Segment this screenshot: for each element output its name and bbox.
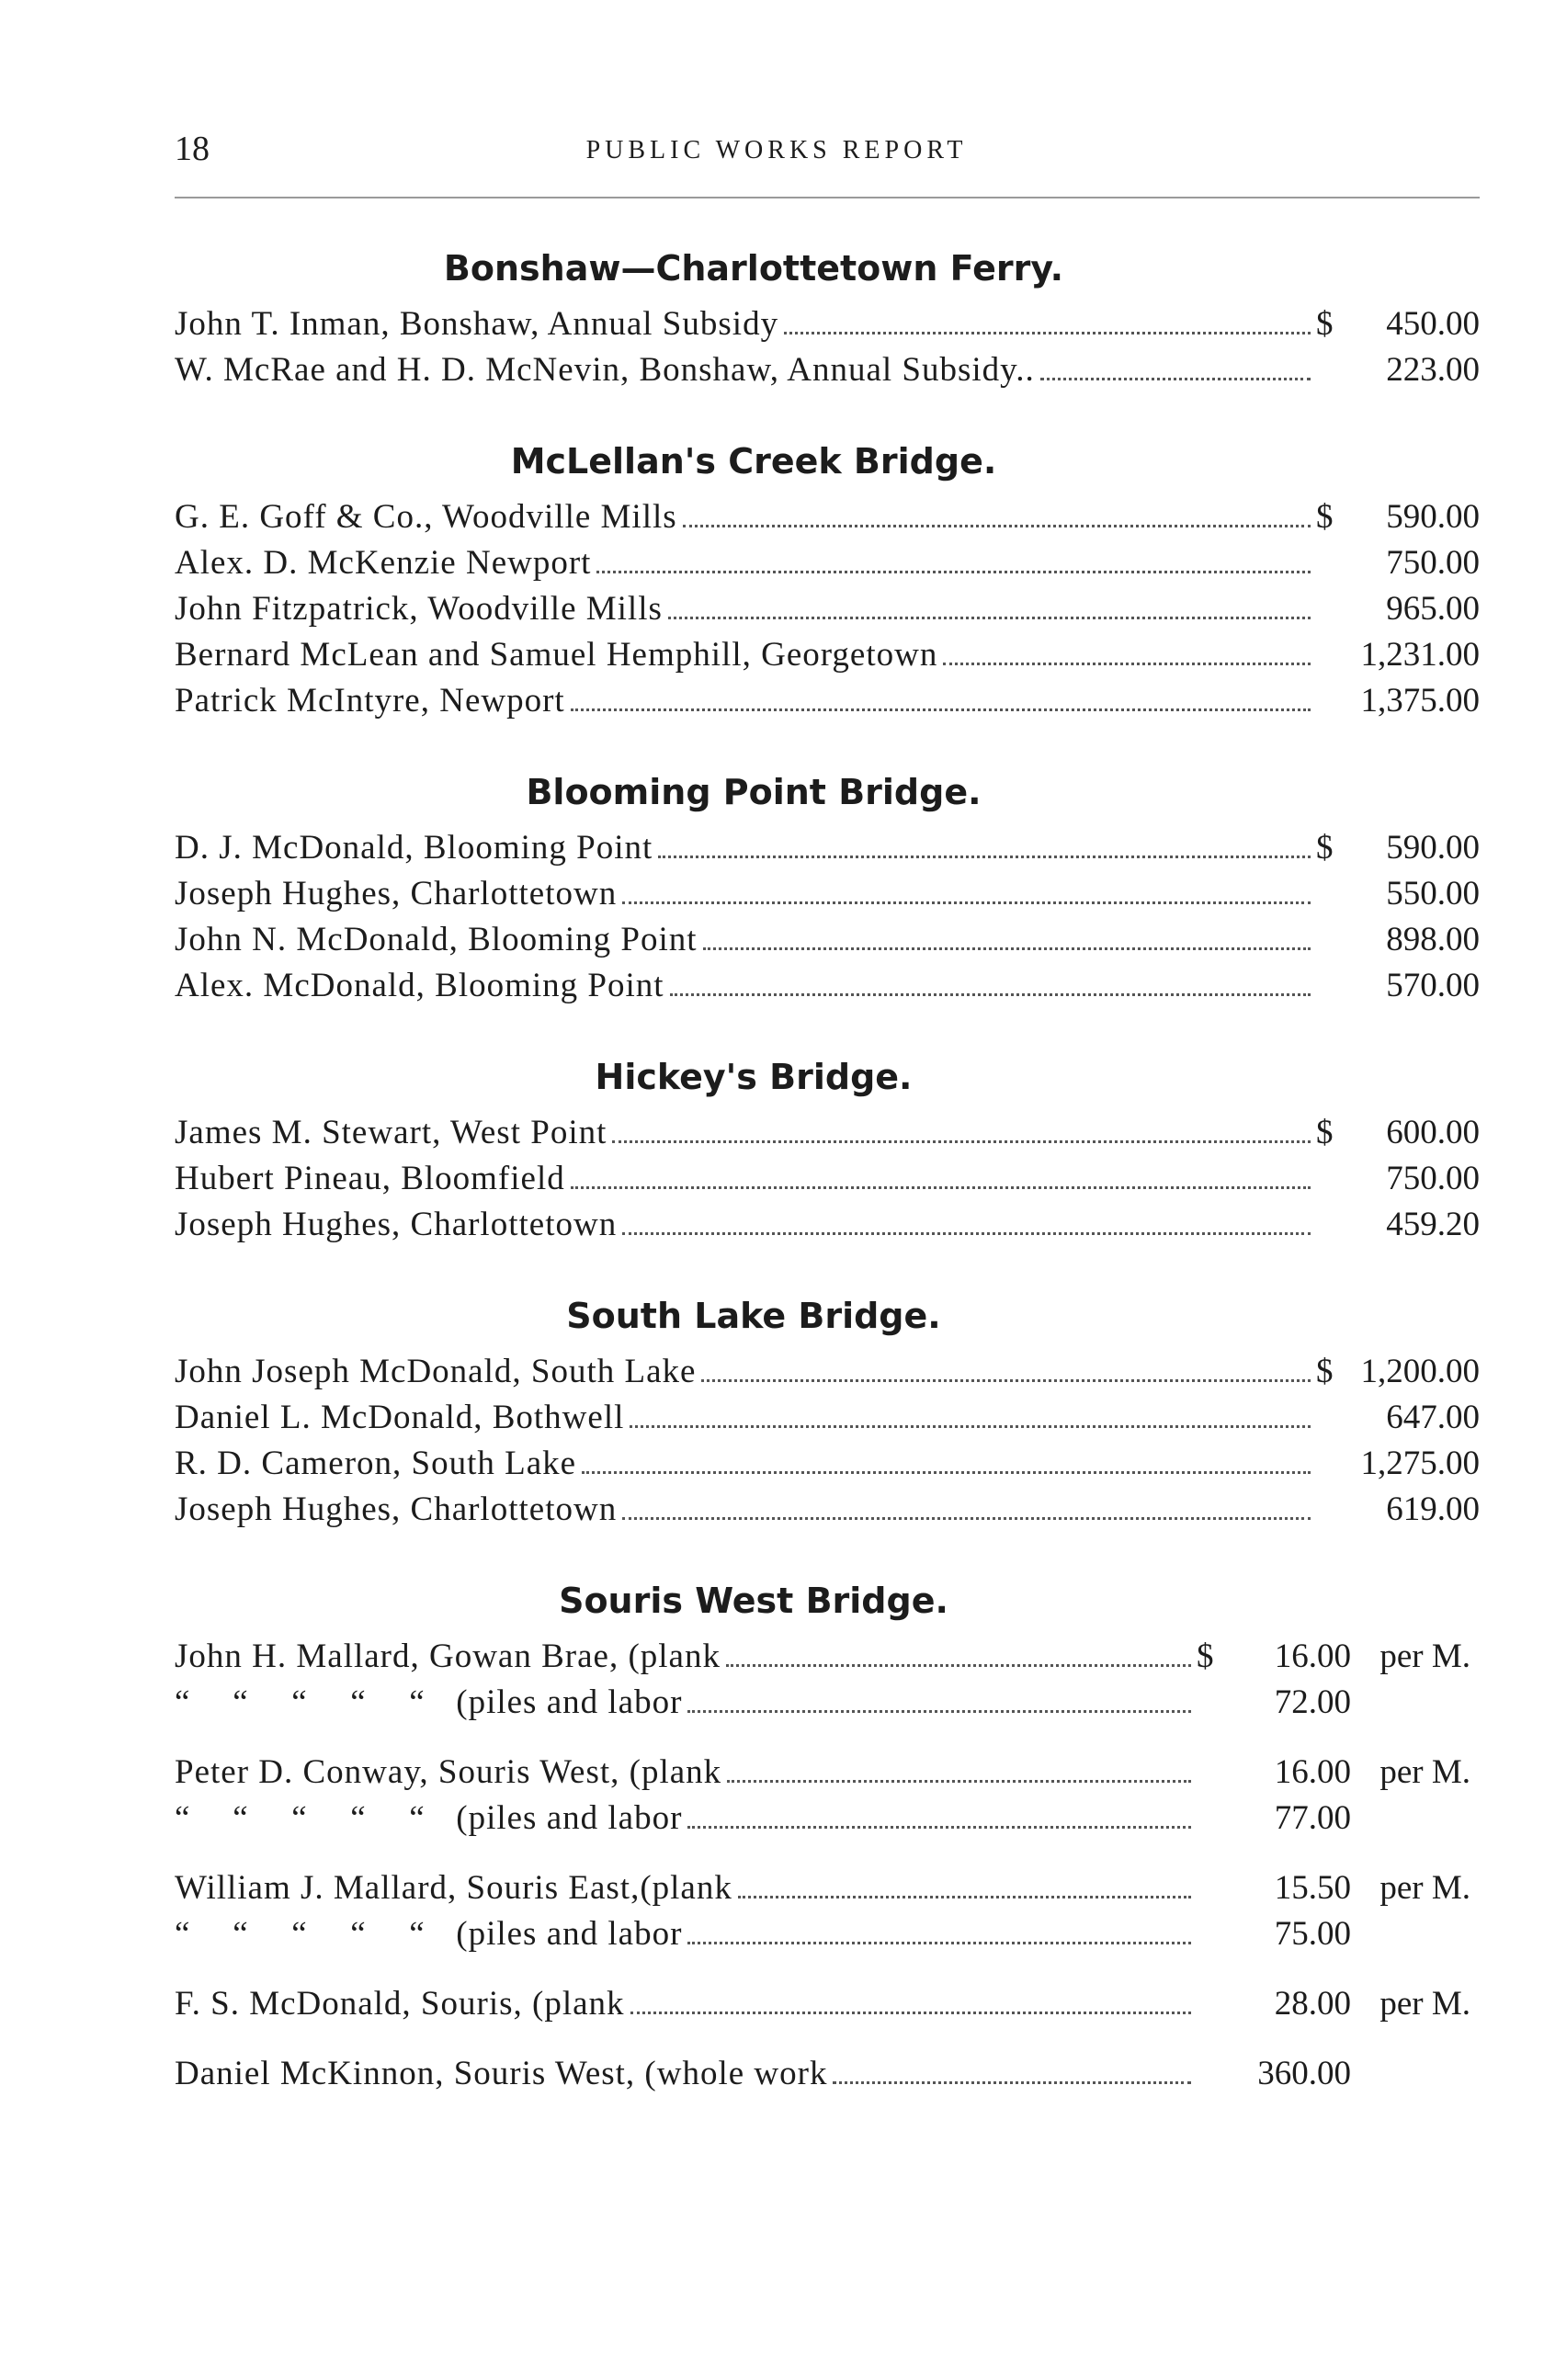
entry-description bbox=[175, 1680, 1222, 1726]
leader-dots bbox=[668, 617, 1311, 619]
leader-dots bbox=[701, 1379, 1311, 1382]
entry-amount: 750.00 bbox=[1386, 544, 1480, 582]
leader-dots bbox=[738, 1896, 1191, 1898]
leader-dots bbox=[622, 1517, 1311, 1520]
entry-amount: 1,375.00 bbox=[1360, 682, 1480, 720]
entry-name: F. S. McDonald, Souris, (plank bbox=[175, 1985, 625, 2023]
leader-dots bbox=[571, 708, 1311, 711]
leader-dots bbox=[582, 1471, 1311, 1474]
entry-name: Patrick McIntyre, Newport bbox=[175, 682, 565, 720]
entry-row bbox=[175, 1865, 1470, 1911]
entry-row bbox=[175, 1750, 1470, 1796]
entry-name: W. McRae and H. D. McNevin, Bonshaw, Annual Subsidy.. bbox=[175, 351, 1035, 389]
entry-name: John Joseph McDonald, South Lake bbox=[175, 1353, 697, 1390]
report-content bbox=[175, 248, 1480, 2145]
leader-dots bbox=[833, 2081, 1191, 2084]
entry-block bbox=[175, 1750, 1480, 1842]
entry-description bbox=[175, 2051, 1222, 2097]
leader-dots bbox=[612, 1140, 1311, 1143]
entry-row bbox=[175, 632, 1480, 678]
entry-amount: 72.00 bbox=[1274, 1683, 1351, 1721]
entry-amount: 750.00 bbox=[1386, 1160, 1480, 1197]
entry-unit: per M. bbox=[1379, 1869, 1470, 1907]
entry-row bbox=[175, 1110, 1480, 1156]
section-souris-west bbox=[175, 1581, 1480, 2097]
section-3 bbox=[175, 1057, 1480, 1248]
entry-amount: 223.00 bbox=[1386, 351, 1480, 389]
entry-description bbox=[175, 1634, 1222, 1680]
entry-name: John H. Mallard, Gowan Brae, (plank bbox=[175, 1638, 721, 1675]
section-title: South Lake Bridge. bbox=[566, 1296, 941, 1336]
leader-dots bbox=[943, 663, 1311, 665]
entry-row bbox=[175, 1796, 1470, 1842]
entry-row bbox=[175, 963, 1480, 1009]
leader-dots bbox=[687, 1942, 1191, 1944]
entry-amount: 28.00 bbox=[1274, 1985, 1351, 2023]
dollar-sign: $ bbox=[1316, 1114, 1334, 1151]
entry-name: Hubert Pineau, Bloomfield bbox=[175, 1160, 565, 1197]
ditto-mark: “ bbox=[409, 1799, 426, 1837]
entry-description bbox=[175, 1796, 1222, 1842]
entry-row bbox=[175, 494, 1480, 540]
leader-dots bbox=[727, 1780, 1191, 1783]
section-4 bbox=[175, 1296, 1480, 1533]
entry-name bbox=[175, 1680, 682, 1726]
entry-amount: 570.00 bbox=[1386, 967, 1480, 1004]
entry-name: Alex. D. McKenzie Newport bbox=[175, 544, 592, 582]
entry-row bbox=[175, 1487, 1480, 1533]
entry-name: Joseph Hughes, Charlottetown bbox=[175, 1206, 618, 1243]
entry-name: Daniel L. McDonald, Bothwell bbox=[175, 1399, 625, 1436]
leader-dots bbox=[630, 2012, 1191, 2014]
leader-dots bbox=[784, 332, 1311, 334]
page-header bbox=[175, 129, 1480, 184]
dollar-sign: $ bbox=[1197, 1638, 1214, 1675]
entry-name: William J. Mallard, Souris East,(plank bbox=[175, 1869, 732, 1907]
entry-name: John Fitzpatrick, Woodville Mills bbox=[175, 590, 663, 628]
entry-block bbox=[175, 2051, 1480, 2097]
entry-name: Peter D. Conway, Souris West, (plank bbox=[175, 1753, 722, 1791]
entry-row bbox=[175, 1634, 1470, 1680]
entry-name: Bernard McLean and Samuel Hemphill, Georgetown bbox=[175, 636, 938, 674]
entry-amount: 360.00 bbox=[1257, 2055, 1351, 2092]
entry-text: (piles and labor bbox=[447, 1799, 683, 1837]
section-title: Blooming Point Bridge. bbox=[526, 772, 982, 812]
entry-description bbox=[175, 1750, 1222, 1796]
leader-dots bbox=[630, 1425, 1311, 1428]
entry-amount: 647.00 bbox=[1386, 1399, 1480, 1436]
leader-dots bbox=[622, 1232, 1311, 1235]
entry-unit: per M. bbox=[1379, 1638, 1470, 1675]
ditto-mark: “ bbox=[409, 1683, 426, 1721]
entry-row bbox=[175, 540, 1480, 586]
section-title: Souris West Bridge. bbox=[559, 1581, 948, 1621]
entry-name bbox=[175, 1796, 682, 1842]
leader-dots bbox=[596, 571, 1311, 573]
entry-name: G. E. Goff & Co., Woodville Mills bbox=[175, 498, 677, 536]
entry-row bbox=[175, 871, 1480, 917]
entry-row bbox=[175, 825, 1480, 871]
entry-row bbox=[175, 1911, 1470, 1957]
header-rule bbox=[175, 197, 1480, 198]
entry-name: John T. Inman, Bonshaw, Annual Subsidy bbox=[175, 305, 779, 343]
leader-dots bbox=[1040, 378, 1311, 380]
entry-unit: per M. bbox=[1379, 1753, 1470, 1791]
leader-dots bbox=[571, 1186, 1311, 1189]
entry-row bbox=[175, 1349, 1480, 1395]
entry-row bbox=[175, 1680, 1470, 1726]
entry-amount: 75.00 bbox=[1274, 1915, 1351, 1953]
ditto-mark: “ bbox=[175, 1683, 191, 1721]
dollar-sign: $ bbox=[1316, 498, 1334, 536]
entry-text: (piles and labor bbox=[447, 1683, 683, 1721]
dollar-sign: $ bbox=[1316, 1353, 1334, 1390]
entry-name: Daniel McKinnon, Souris West, (whole work bbox=[175, 2055, 828, 2092]
entry-unit: per M. bbox=[1379, 1985, 1470, 2023]
ditto-mark: “ bbox=[233, 1799, 249, 1837]
entry-name: R. D. Cameron, South Lake bbox=[175, 1445, 577, 1482]
entry-text: (piles and labor bbox=[447, 1915, 683, 1953]
entry-amount: 1,231.00 bbox=[1360, 636, 1480, 674]
entry-amount: 590.00 bbox=[1386, 829, 1480, 867]
entry-description bbox=[175, 1911, 1222, 1957]
entry-amount: 898.00 bbox=[1386, 921, 1480, 958]
entry-name: Joseph Hughes, Charlottetown bbox=[175, 1490, 618, 1528]
entry-name: Joseph Hughes, Charlottetown bbox=[175, 875, 618, 912]
section-2 bbox=[175, 772, 1480, 1009]
entry-name bbox=[175, 1911, 682, 1957]
entry-amount: 619.00 bbox=[1386, 1490, 1480, 1528]
entry-block bbox=[175, 1981, 1480, 2027]
entry-amount: 965.00 bbox=[1386, 590, 1480, 628]
entry-description bbox=[175, 1865, 1222, 1911]
entry-name: John N. McDonald, Blooming Point bbox=[175, 921, 698, 958]
section-title: Hickey's Bridge. bbox=[595, 1057, 913, 1097]
dollar-sign: $ bbox=[1316, 305, 1334, 343]
entry-amount: 1,275.00 bbox=[1360, 1445, 1480, 1482]
entry-row bbox=[175, 1395, 1480, 1441]
running-title: PUBLIC WORKS REPORT bbox=[585, 136, 968, 164]
ditto-mark: “ bbox=[233, 1683, 249, 1721]
entry-block bbox=[175, 1634, 1480, 1726]
dollar-sign: $ bbox=[1316, 829, 1334, 867]
ditto-mark: “ bbox=[350, 1799, 367, 1837]
entry-amount: 450.00 bbox=[1386, 305, 1480, 343]
entry-amount: 1,200.00 bbox=[1360, 1353, 1480, 1390]
entry-amount: 550.00 bbox=[1386, 875, 1480, 912]
entry-amount: 459.20 bbox=[1386, 1206, 1480, 1243]
leader-dots bbox=[622, 901, 1311, 904]
entry-amount: 16.00 bbox=[1274, 1753, 1351, 1791]
page-number: 18 bbox=[175, 130, 210, 168]
entry-row bbox=[175, 1441, 1480, 1487]
section-0 bbox=[175, 248, 1480, 393]
ditto-mark: “ bbox=[175, 1915, 191, 1953]
entry-amount: 590.00 bbox=[1386, 498, 1480, 536]
ditto-mark: “ bbox=[409, 1915, 426, 1953]
entry-row bbox=[175, 1981, 1470, 2027]
entry-block bbox=[175, 1865, 1480, 1957]
entry-row bbox=[175, 1156, 1480, 1202]
ditto-mark: “ bbox=[350, 1915, 367, 1953]
entry-amount: 600.00 bbox=[1386, 1114, 1480, 1151]
ditto-mark: “ bbox=[291, 1683, 308, 1721]
entry-row bbox=[175, 301, 1480, 347]
entry-row bbox=[175, 678, 1480, 724]
ditto-mark: “ bbox=[175, 1799, 191, 1837]
entry-row bbox=[175, 917, 1480, 963]
leader-dots bbox=[687, 1826, 1191, 1829]
ditto-mark: “ bbox=[350, 1683, 367, 1721]
entry-name: D. J. McDonald, Blooming Point bbox=[175, 829, 653, 867]
entry-description bbox=[175, 1981, 1222, 2027]
entry-amount: 15.50 bbox=[1274, 1869, 1351, 1907]
leader-dots bbox=[726, 1664, 1191, 1667]
entry-row bbox=[175, 2051, 1470, 2097]
entry-row bbox=[175, 1202, 1480, 1248]
entry-name: Alex. McDonald, Blooming Point bbox=[175, 967, 664, 1004]
ditto-mark: “ bbox=[291, 1915, 308, 1953]
leader-dots bbox=[670, 993, 1311, 996]
entry-row bbox=[175, 347, 1480, 393]
ditto-mark: “ bbox=[291, 1799, 308, 1837]
ditto-mark: “ bbox=[233, 1915, 249, 1953]
leader-dots bbox=[703, 947, 1311, 950]
leader-dots bbox=[687, 1710, 1191, 1713]
leader-dots bbox=[683, 525, 1311, 527]
entry-row bbox=[175, 586, 1480, 632]
section-title: Bonshaw—Charlottetown Ferry. bbox=[443, 248, 1064, 289]
section-1 bbox=[175, 441, 1480, 724]
section-title: McLellan's Creek Bridge. bbox=[510, 441, 997, 482]
entry-amount: 77.00 bbox=[1274, 1799, 1351, 1837]
entry-amount: 16.00 bbox=[1274, 1638, 1351, 1675]
entry-name: James M. Stewart, West Point bbox=[175, 1114, 607, 1151]
leader-dots bbox=[658, 856, 1311, 858]
